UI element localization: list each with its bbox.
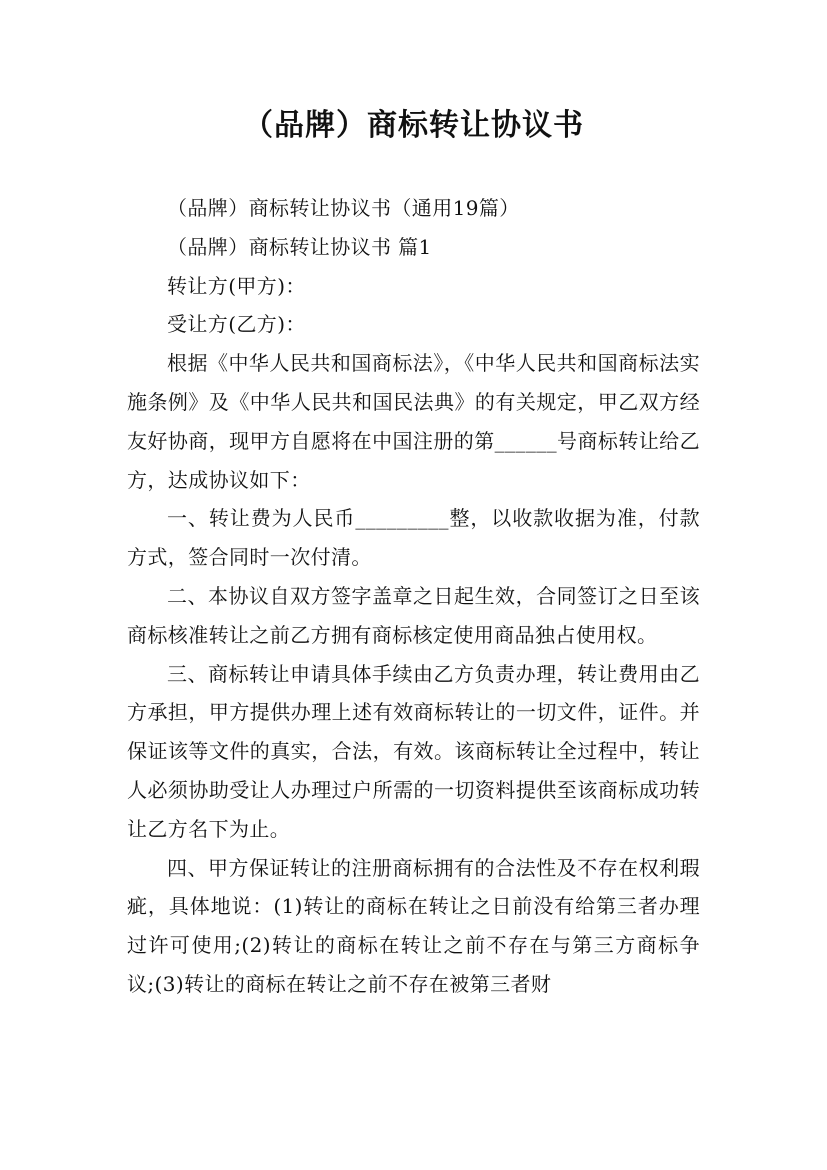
paragraph-clause-2: 二、本协议自双方签字盖章之日起生效，合同签订之日至该商标核准转让之前乙方拥有商标核定使用商品独占使用权。	[127, 583, 700, 647]
paragraph-article-heading: （品牌）商标转让协议书 篇1	[167, 234, 432, 259]
paragraph-clause-1: 一、转让费为人民币_________整，以收款收据为准，付款方式，签合同时一次付清。	[127, 506, 700, 570]
paragraph-preamble: 根据《中华人民共和国商标法》，《中华人民共和国商标法实施条例》及《中华人民共和国民法典》的有关规定，甲乙双方经友好协商，现甲方自愿将在中国注册的第______号商标转让给乙方，达成协议如下：	[127, 351, 700, 492]
paragraph-transferor: 转让方(甲方)：	[167, 273, 306, 298]
paragraph-clause-3: 三、商标转让申请具体手续由乙方负责办理，转让费用由乙方承担，甲方提供办理上述有效商标转让的一切文件，证件。并保证该等文件的真实，合法，有效。该商标转让全过程中，转让人必须协助受让人办理过户所需的一切资料提供至该商标成功转让乙方名下为止。	[127, 661, 700, 841]
paragraph-collection-heading: （品牌）商标转让协议书（通用19篇）	[167, 196, 520, 220]
paragraph-clause-4: 四、甲方保证转让的注册商标拥有的合法性及不存在权利瑕疵，具体地说：(1)转让的商标在转让之日前没有给第三者办理过许可使用;(2)转让的商标在转让之前不存在与第三方商标争议;(3)转让的商标在转让之前不存在被第三者财	[127, 855, 700, 996]
paragraph-transferee: 受让方(乙方)：	[167, 312, 306, 337]
document-title: （品牌）商标转让协议书	[243, 108, 584, 143]
document-body	[127, 189, 700, 1004]
